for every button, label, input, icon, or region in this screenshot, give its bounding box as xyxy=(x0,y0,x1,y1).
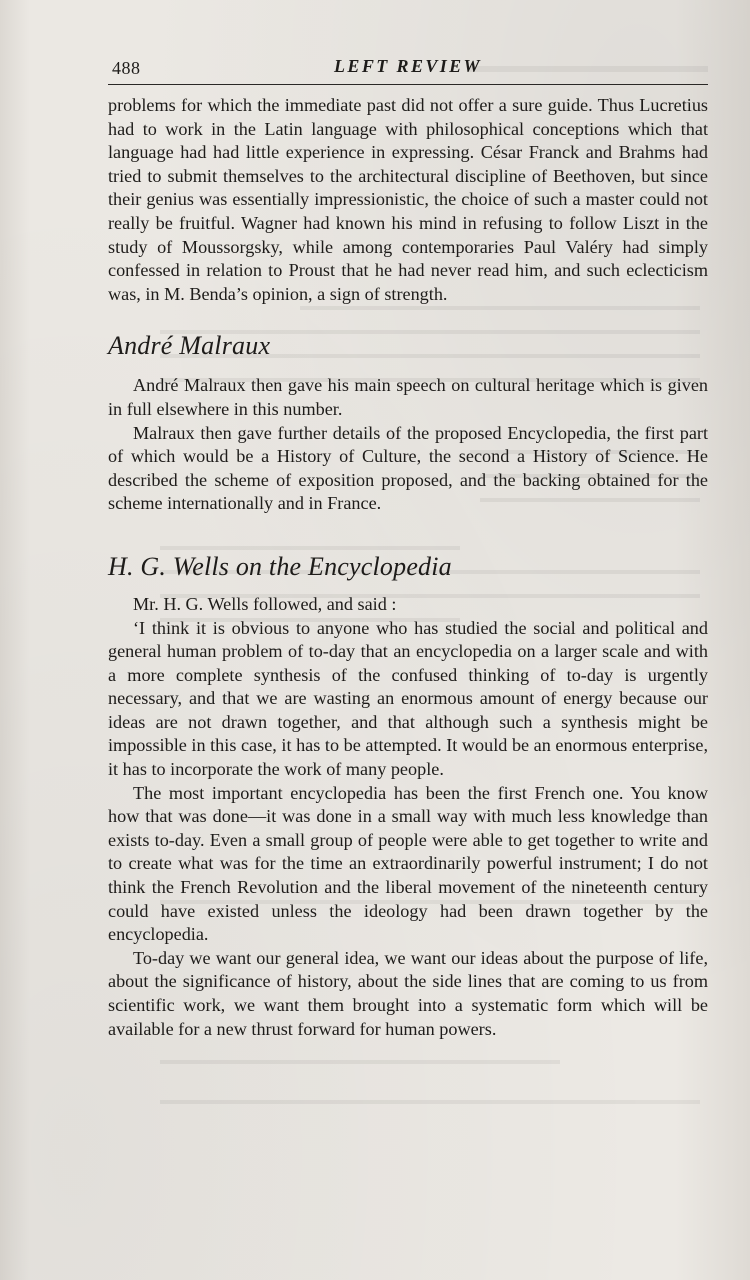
paragraph-malraux-speech: André Malraux then gave his main speech on cultural heritage which is given in full elsewhere in this number. xyxy=(108,375,708,419)
body-text xyxy=(108,94,708,1041)
paragraph-wells-intro: Mr. H. G. Wells followed, and said : xyxy=(133,593,397,614)
text-column xyxy=(108,56,708,1041)
paragraph-wells-quote-1: ‘I think it is obvious to anyone who has studied the social and political and general human problem of to-day that an encyclopedia on a larger scale and with a more complete synthesis of the confused thinking of to-day is urgently necessary, and that we are wasting an enormous amount of energy because our ideas are not drawn together, and that although such a synthesis might be impossible in this case, it has to be attempted. It would be an enormous enterprise, it has to incorporate the work of many people. xyxy=(108,617,708,780)
paragraph-continued: problems for which the immediate past did not offer a sure guide. Thus Lucretius had to work in the Latin language with philosophical conceptions which that language had had little experience in expressing. César Franck and Brahms had tried to submit themselves to the architectural discipline of Beethoven, but since their genius was essentially impressionistic, the choice of such a master could not really be fruitful. Wagner had known his mind in refusing to follow Liszt in the study of Moussorgsky, while among contemporaries Paul Valéry had simply confessed in relation to Proust that he had never read him, and such eclecticism was, in M. Benda’s opinion, a sign of strength. xyxy=(108,95,708,304)
page-number: 488 xyxy=(112,58,141,78)
journal-title: LEFT REVIEW xyxy=(334,56,482,76)
paragraph-wells-quote-2: The most important encyclopedia has been the first French one. You know how that was done—it was done in a small way with much less knowledge than exists to-day. Even a small group of people were able to get together to write and to create what was for the time an extraordinarily powerful instrument; I do not think the French Revolution and the liberal movement of the nineteenth century could have existed unless the ideology had been drawn together by the encyclopedia. xyxy=(108,782,708,945)
running-head xyxy=(108,56,708,85)
paragraph-wells-quote-3: To-day we want our general idea, we want our ideas about the purpose of life, about the significance of history, about the side lines that are coming to us from scientific work, we want them brought into a systematic form which will be available for a new thrust forward for human powers. xyxy=(108,947,708,1039)
paragraph-malraux-encyclopedia: Malraux then gave further details of the proposed Encyclopedia, the first part of which would be a History of Culture, the second a History of Science. He described the scheme of exposition proposed, and the backing obtained for the scheme internationally and in France. xyxy=(108,422,708,514)
section-heading-wells: H. G. Wells on the Encyclopedia xyxy=(108,551,452,581)
section-heading-malraux: André Malraux xyxy=(108,331,271,361)
